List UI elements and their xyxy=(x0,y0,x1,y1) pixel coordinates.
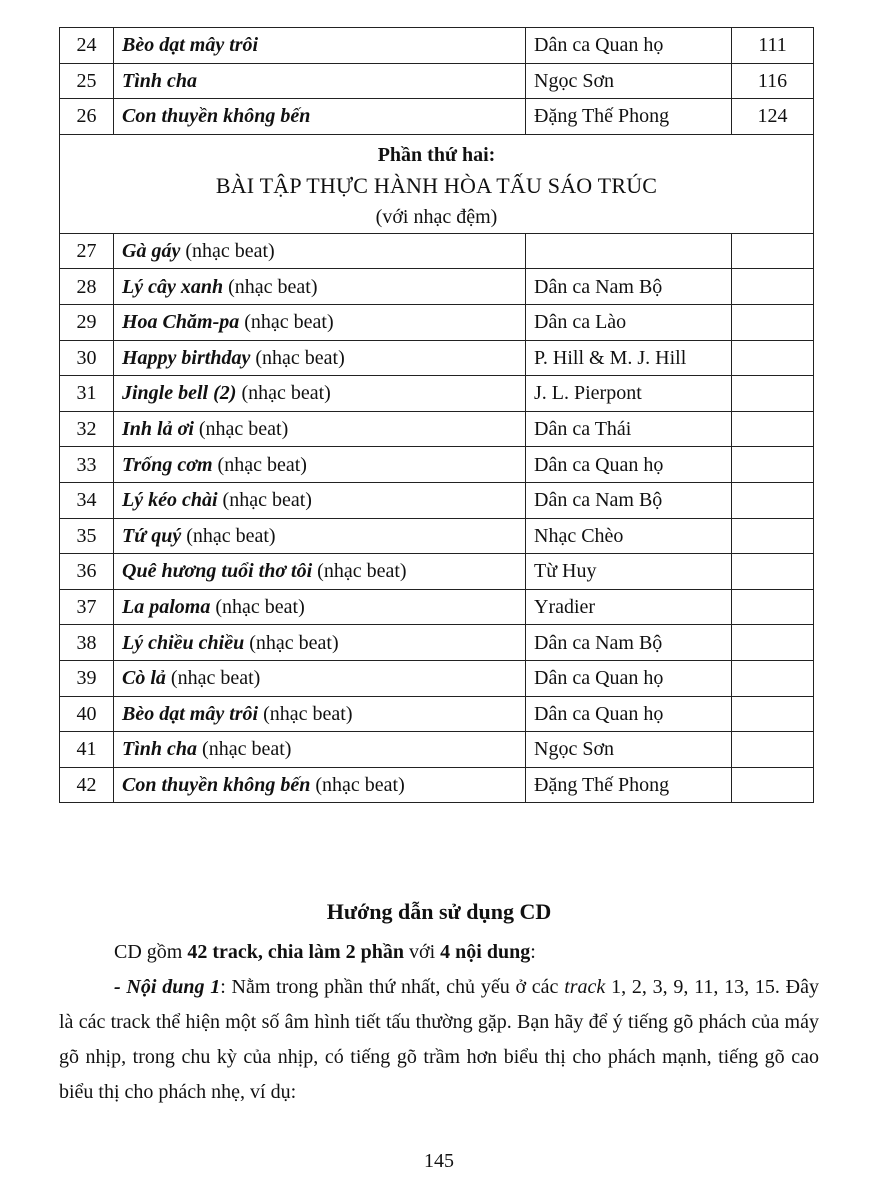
track-number: 35 xyxy=(60,518,114,554)
track-page: 116 xyxy=(732,63,814,99)
track-title: Con thuyền không bến xyxy=(122,105,311,128)
track-title: Bèo dạt mây trôi xyxy=(122,702,259,725)
track-rows-part-two xyxy=(60,233,814,803)
track-page xyxy=(732,696,814,732)
track-title: Hoa Chăm-pa xyxy=(122,311,240,334)
track-author: Dân ca Quan họ xyxy=(526,660,732,696)
track-title-suffix: (nhạc beat) xyxy=(244,631,339,654)
track-author: Dân ca Nam Bộ xyxy=(526,269,732,305)
track-title-suffix: (nhạc beat) xyxy=(250,346,345,369)
track-title-cell xyxy=(114,28,526,64)
track-author: Dân ca Quan họ xyxy=(526,696,732,732)
table-row xyxy=(60,554,814,590)
track-title-cell xyxy=(114,269,526,305)
track-title: Happy birthday xyxy=(122,346,251,369)
track-title-cell xyxy=(114,696,526,732)
track-number: 41 xyxy=(60,732,114,768)
track-page xyxy=(732,233,814,269)
track-title-cell xyxy=(114,233,526,269)
section-label: Phần thứ hai: xyxy=(377,143,496,166)
track-author: Nhạc Chèo xyxy=(526,518,732,554)
track-title-cell xyxy=(114,732,526,768)
track-title: Lý chiều chiều xyxy=(122,631,245,654)
track-number: 39 xyxy=(60,660,114,696)
table-row xyxy=(60,660,814,696)
track-number: 25 xyxy=(60,63,114,99)
track-title: Bèo dạt mây trôi xyxy=(122,34,259,57)
track-title: Tình cha xyxy=(122,738,198,761)
track-title-suffix: (nhạc beat) xyxy=(312,560,407,583)
track-page xyxy=(732,304,814,340)
track-title-cell xyxy=(114,411,526,447)
track-title-suffix: (nhạc beat) xyxy=(180,240,275,263)
p1-text-c: với xyxy=(404,941,441,963)
track-author: Dân ca Nam Bộ xyxy=(526,625,732,661)
track-title-cell xyxy=(114,340,526,376)
track-title-cell xyxy=(114,660,526,696)
section-title: BÀI TẬP THỰC HÀNH HÒA TẤU SÁO TRÚC xyxy=(215,172,658,198)
track-title-suffix: (nhạc beat) xyxy=(217,489,312,512)
guide-heading: Hướng dẫn sử dụng CD xyxy=(326,899,552,924)
track-author: Đặng Thế Phong xyxy=(526,99,732,135)
track-title-suffix: (nhạc beat) xyxy=(223,275,318,298)
section-subtitle: (với nhạc đệm) xyxy=(375,205,498,228)
track-title: La paloma xyxy=(122,596,211,619)
track-page xyxy=(732,518,814,554)
track-page xyxy=(732,732,814,768)
track-number: 24 xyxy=(60,28,114,64)
track-page: 111 xyxy=(732,28,814,64)
track-title-cell xyxy=(114,482,526,518)
track-author: Dân ca Lào xyxy=(526,304,732,340)
track-number: 34 xyxy=(60,482,114,518)
track-title: Inh lả ơi xyxy=(122,418,194,441)
track-page xyxy=(732,589,814,625)
track-title-suffix: (nhạc beat) xyxy=(239,311,334,334)
track-title-cell xyxy=(114,376,526,412)
track-number: 40 xyxy=(60,696,114,732)
track-author: Dân ca Thái xyxy=(526,411,732,447)
track-title: Cò lả xyxy=(122,667,166,690)
table-row xyxy=(60,376,814,412)
table-row xyxy=(60,411,814,447)
track-title-cell xyxy=(114,447,526,483)
table-row xyxy=(60,732,814,768)
track-page xyxy=(732,767,814,803)
track-title-cell xyxy=(114,625,526,661)
track-author xyxy=(526,233,732,269)
table-row xyxy=(60,589,814,625)
cd-guide xyxy=(59,895,819,1110)
section-row xyxy=(60,134,814,233)
table-row xyxy=(60,99,814,135)
track-number: 42 xyxy=(60,767,114,803)
track-page xyxy=(732,269,814,305)
track-title-cell xyxy=(114,767,526,803)
p2-content-label: - Nội dung 1 xyxy=(114,976,221,998)
track-number: 26 xyxy=(60,99,114,135)
table-row xyxy=(60,518,814,554)
table-row xyxy=(60,269,814,305)
track-page xyxy=(732,340,814,376)
track-number: 38 xyxy=(60,625,114,661)
table-row xyxy=(60,625,814,661)
track-title-suffix: (nhạc beat) xyxy=(181,524,276,547)
track-title: Lý cây xanh xyxy=(122,275,224,298)
p2-track-word: track xyxy=(564,976,606,998)
track-title: Quê hương tuổi thơ tôi xyxy=(122,560,313,583)
track-title-cell xyxy=(114,589,526,625)
track-title-suffix: (nhạc beat) xyxy=(212,453,307,476)
track-page xyxy=(732,554,814,590)
p1-text-e: : xyxy=(530,941,536,963)
track-title: Tình cha xyxy=(122,69,198,92)
track-page xyxy=(732,625,814,661)
track-number: 27 xyxy=(60,233,114,269)
track-page xyxy=(732,660,814,696)
p2-text-b: : Nằm trong phần thứ nhất, chủ yếu ở các xyxy=(220,976,565,998)
track-title-suffix: (nhạc beat) xyxy=(236,382,331,405)
table-row xyxy=(60,28,814,64)
track-number: 30 xyxy=(60,340,114,376)
track-author: Từ Huy xyxy=(526,554,732,590)
track-title: Con thuyền không bến xyxy=(122,773,311,796)
track-rows-part-one xyxy=(60,28,814,135)
track-number: 37 xyxy=(60,589,114,625)
p1-text-b: 42 track, chia làm 2 phần xyxy=(187,941,405,963)
table-row xyxy=(60,696,814,732)
guide-paragraph-1 xyxy=(59,935,819,970)
track-author: Yradier xyxy=(526,589,732,625)
track-title: Jingle bell (2) xyxy=(122,382,237,405)
table-row xyxy=(60,340,814,376)
table-row xyxy=(60,233,814,269)
track-title-cell xyxy=(114,304,526,340)
page-number: 145 xyxy=(424,1150,454,1172)
track-number: 32 xyxy=(60,411,114,447)
track-number: 33 xyxy=(60,447,114,483)
track-title-suffix: (nhạc beat) xyxy=(165,667,261,690)
track-title-cell xyxy=(114,63,526,99)
track-page xyxy=(732,482,814,518)
track-number: 29 xyxy=(60,304,114,340)
track-page xyxy=(732,376,814,412)
section-header xyxy=(60,134,814,233)
track-author: Dân ca Quan họ xyxy=(526,447,732,483)
track-number: 28 xyxy=(60,269,114,305)
track-title-cell xyxy=(114,99,526,135)
track-number: 31 xyxy=(60,376,114,412)
track-title-suffix: (nhạc beat) xyxy=(193,418,289,441)
table-row xyxy=(60,63,814,99)
track-author: P. Hill & M. J. Hill xyxy=(526,340,732,376)
track-title-suffix: (nhạc beat) xyxy=(310,773,405,796)
p2-text-d: 1, 2, 3, 9, 11, 13, 15. Đây là các track thể hiện một số âm hình tiết tấu thường gặp. Bạn hãy để ý tiếng gõ phách của máy gõ nhịp, trong chu kỳ của nhịp, có tiếng gõ trầm hơn biểu thị cho phách mạnh, tiếng gõ cao biểu thị cho phách nhẹ, ví dụ: xyxy=(59,976,820,1103)
track-title-cell xyxy=(114,518,526,554)
track-author: Ngọc Sơn xyxy=(526,732,732,768)
track-title-suffix: (nhạc beat) xyxy=(210,596,305,619)
table-row xyxy=(60,304,814,340)
table-row xyxy=(60,767,814,803)
track-author: J. L. Pierpont xyxy=(526,376,732,412)
section-cell xyxy=(60,134,814,233)
track-author: Ngọc Sơn xyxy=(526,63,732,99)
track-page xyxy=(732,447,814,483)
table-row xyxy=(60,447,814,483)
track-author: Dân ca Quan họ xyxy=(526,28,732,64)
track-title: Lý kéo chài xyxy=(122,489,218,512)
track-title-suffix: (nhạc beat) xyxy=(197,738,292,761)
track-page: 124 xyxy=(732,99,814,135)
track-title: Tứ quý xyxy=(122,524,182,547)
track-title-cell xyxy=(114,554,526,590)
track-author: Đặng Thế Phong xyxy=(526,767,732,803)
track-list-table xyxy=(59,27,814,803)
table-row xyxy=(60,482,814,518)
track-number: 36 xyxy=(60,554,114,590)
track-title: Trống cơm xyxy=(122,453,213,476)
track-title: Gà gáy xyxy=(122,240,181,263)
p1-text-d: 4 nội dung xyxy=(440,941,531,963)
p1-text-a: CD gồm xyxy=(114,941,188,963)
track-author: Dân ca Nam Bộ xyxy=(526,482,732,518)
track-title-suffix: (nhạc beat) xyxy=(258,702,353,725)
guide-paragraph-2 xyxy=(59,970,819,1110)
track-page xyxy=(732,411,814,447)
